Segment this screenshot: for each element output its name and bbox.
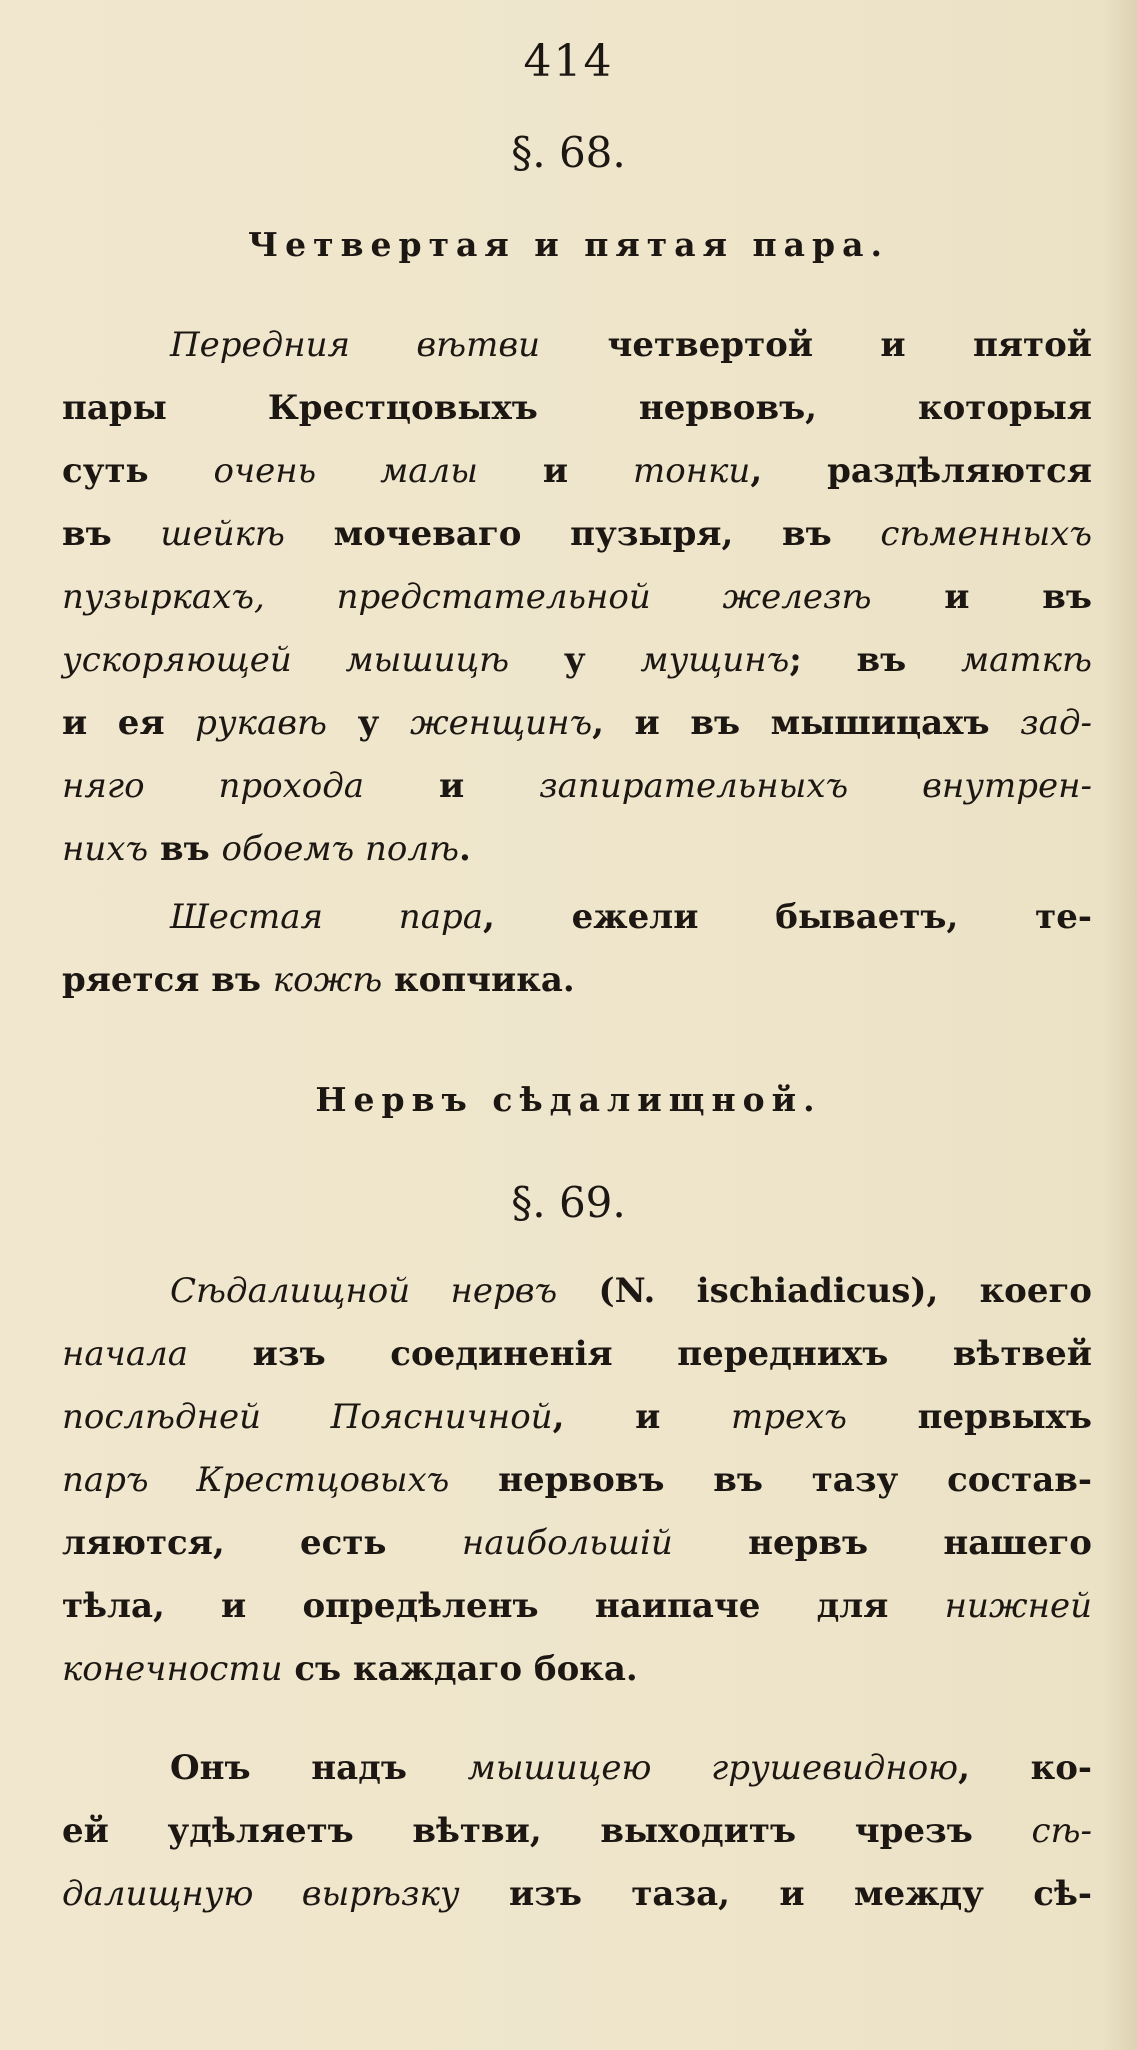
text-line: въ шейкѣ мочеваго пузыря, въ сѣменныхъ bbox=[62, 514, 1092, 554]
paragraph-1 bbox=[62, 314, 1092, 881]
paragraph-4 bbox=[62, 1737, 1092, 1926]
text-line: суть очень малы и тонки, раздѣляются bbox=[62, 451, 1092, 491]
text-line: послѣдней Поясничной, и трехъ первыхъ bbox=[62, 1397, 1093, 1437]
text-line: ускоряющей мышицѣ у мущинъ; въ маткѣ bbox=[62, 640, 1092, 680]
text-line: ряется въ кожѣ копчика. bbox=[62, 960, 575, 1000]
text-line: ей удѣляетъ вѣтви, выходитъ чрезъ сѣ- bbox=[62, 1811, 1092, 1851]
text-line: Сѣдалищной нервъ (N. ischiadicus), коего bbox=[170, 1271, 1092, 1311]
text-line: ляются, есть наибольшій нервъ нашего bbox=[62, 1523, 1092, 1563]
text-line: няго прохода и запирательныхъ внутрен- bbox=[62, 766, 1092, 806]
text-line: Онъ надъ мышицею грушевидною, ко- bbox=[170, 1748, 1092, 1788]
text-line: и ея рукавѣ у женщинъ, и въ мышицахъ зад- bbox=[62, 703, 1092, 743]
section-number-68: §. 68. bbox=[511, 128, 626, 177]
text-line: нихъ въ обоемъ полѣ. bbox=[62, 829, 471, 869]
page-edge-shadow bbox=[1101, 0, 1137, 2050]
heading-fourth-fifth-pair: Четвертая и пятая пара. bbox=[248, 225, 889, 264]
page-number: 414 bbox=[523, 36, 614, 87]
text-line: паръ Крестцовыхъ нервовъ въ тазу состав- bbox=[62, 1460, 1092, 1500]
heading-sciatic-nerve: Нервъ сѣдалищной. bbox=[315, 1080, 822, 1119]
text-line: начала изъ соединенія переднихъ вѣтвей bbox=[62, 1334, 1092, 1374]
text-line: тѣла, и опредѣленъ наипаче для нижней bbox=[62, 1586, 1092, 1626]
section-number-69: §. 69. bbox=[511, 1178, 626, 1227]
text-line: конечности съ каждаго бока. bbox=[62, 1649, 638, 1689]
paragraph-3 bbox=[62, 1260, 1092, 1701]
text-line: пары Крестцовыхъ нервовъ, которыя bbox=[62, 388, 1092, 428]
text-line: пузыркахъ, предстательной железѣ и въ bbox=[62, 577, 1092, 617]
text-line: Шестая пара, ежели бываетъ, те- bbox=[170, 897, 1092, 937]
text-line: Передния вѣтви четвертой и пятой bbox=[170, 325, 1092, 365]
text-line: далищную вырѣзку изъ таза, и между сѣ- bbox=[62, 1874, 1092, 1914]
paragraph-2 bbox=[62, 886, 1092, 1012]
